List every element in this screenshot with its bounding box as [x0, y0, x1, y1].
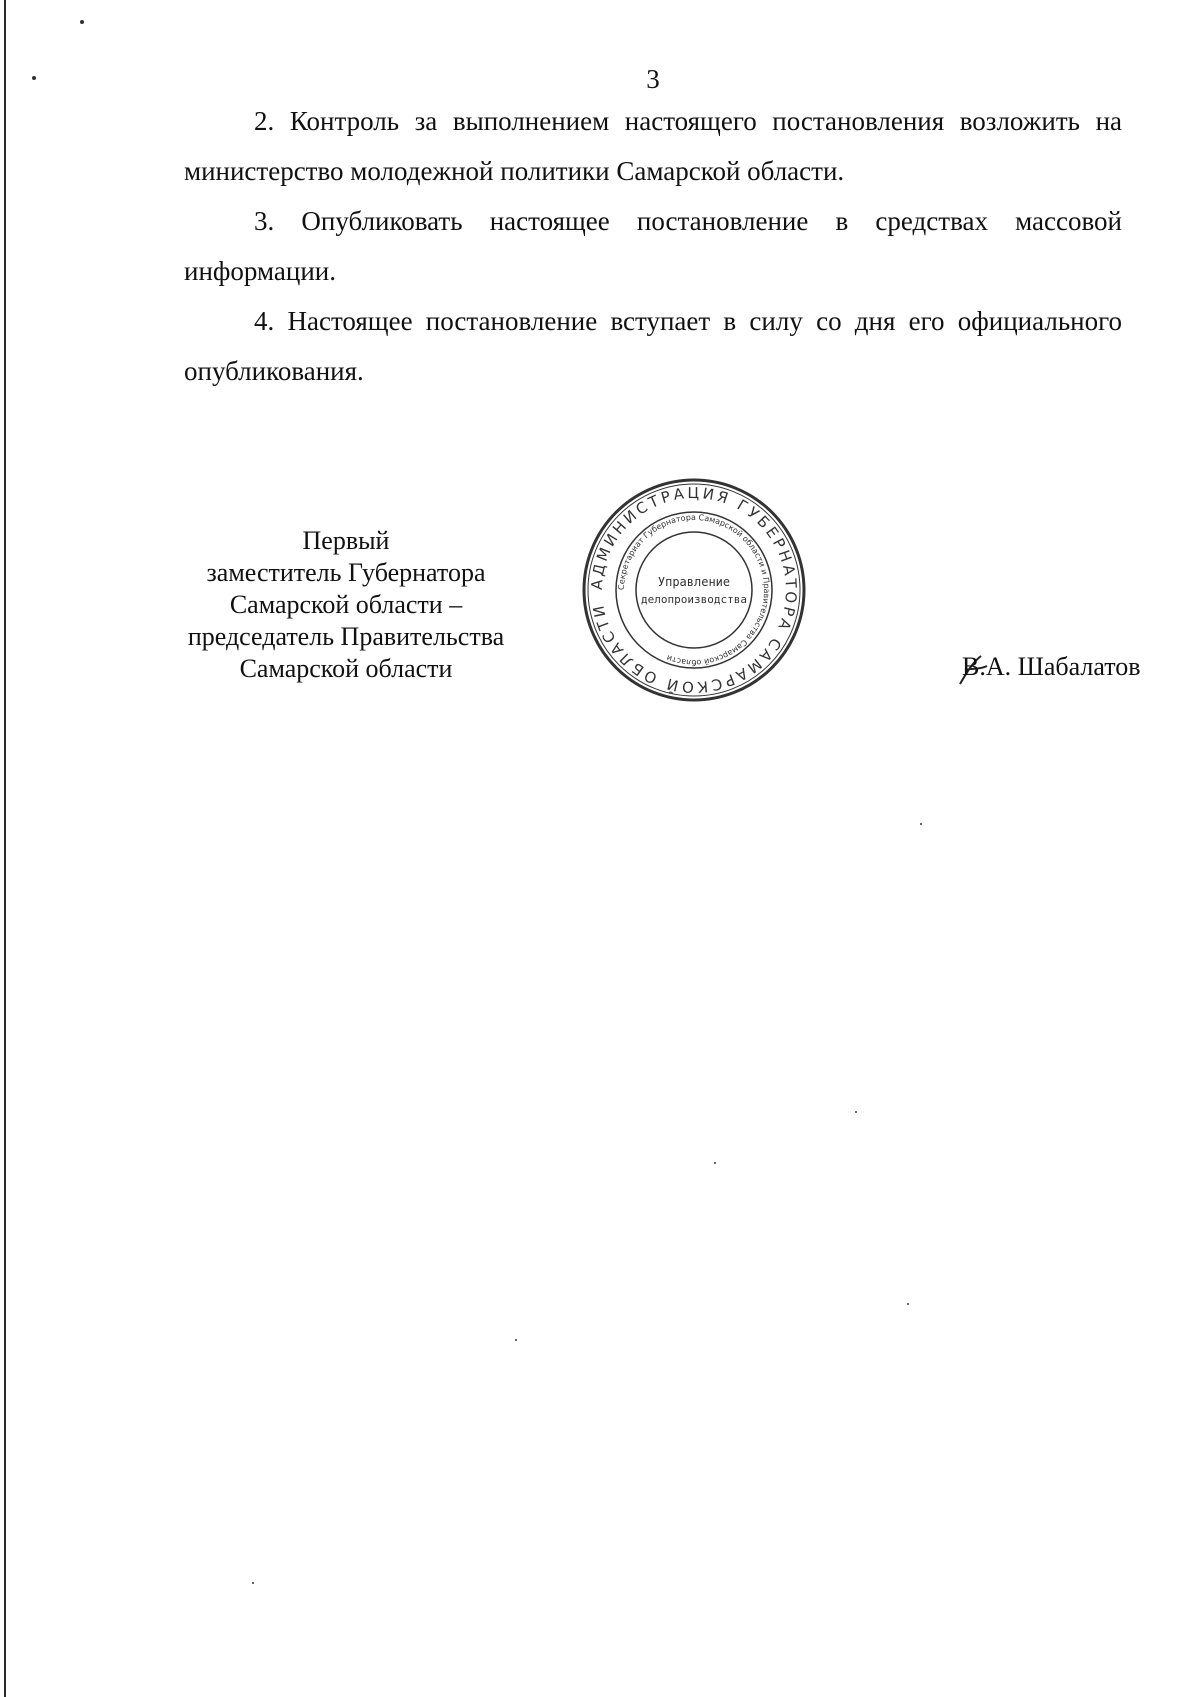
scan-speck [80, 20, 84, 24]
paragraph-effective: 4. Настоящее постановление вступает в силу со дня его официального опубликования. [184, 306, 1122, 386]
signatory-title-line: Самарской области [239, 654, 453, 683]
scan-speck [855, 1111, 857, 1113]
official-seal-stamp [580, 476, 808, 704]
seal-center-line-1: Управление [657, 575, 731, 589]
scan-speck [907, 1303, 909, 1305]
signatory-title-line: заместитель Губернатора [206, 558, 486, 587]
seal-inner-ring-text: Секретариат Губернатора Самарской области и Правительства Самарской области [616, 512, 772, 668]
document-body [184, 96, 1122, 396]
paragraph-control: 2. Контроль за выполнением настоящего постановления возложить на министерство молодежной политики Самарской области. [184, 106, 1122, 186]
signatory-title [176, 525, 516, 685]
seal-middle-ring [616, 512, 772, 668]
signatory-title-line: председатель Правительства [187, 622, 505, 651]
binder-edge-line [4, 0, 6, 1697]
signatory-title-line: Самарской области – [229, 590, 463, 619]
scan-speck [252, 1582, 254, 1584]
seal-outer-text: АДМИНИСТРАЦИЯ ГУБЕРНАТОРА САМАРСКОЙ ОБЛАСТИ [587, 483, 801, 697]
seal-inner-ring [636, 532, 752, 648]
page-number: 3 [646, 64, 660, 94]
scan-speck [714, 1162, 716, 1164]
signer-name: В.А. Шабалатов [962, 652, 1141, 681]
signatory-title-line: Первый [302, 526, 390, 555]
seal-center-line-2: делопроизводства [641, 593, 747, 606]
scan-speck [515, 1339, 517, 1341]
paragraph-publish: 3. Опубликовать настоящее постановление в средствах массовой информации. [184, 206, 1122, 286]
scan-speck [920, 823, 922, 825]
